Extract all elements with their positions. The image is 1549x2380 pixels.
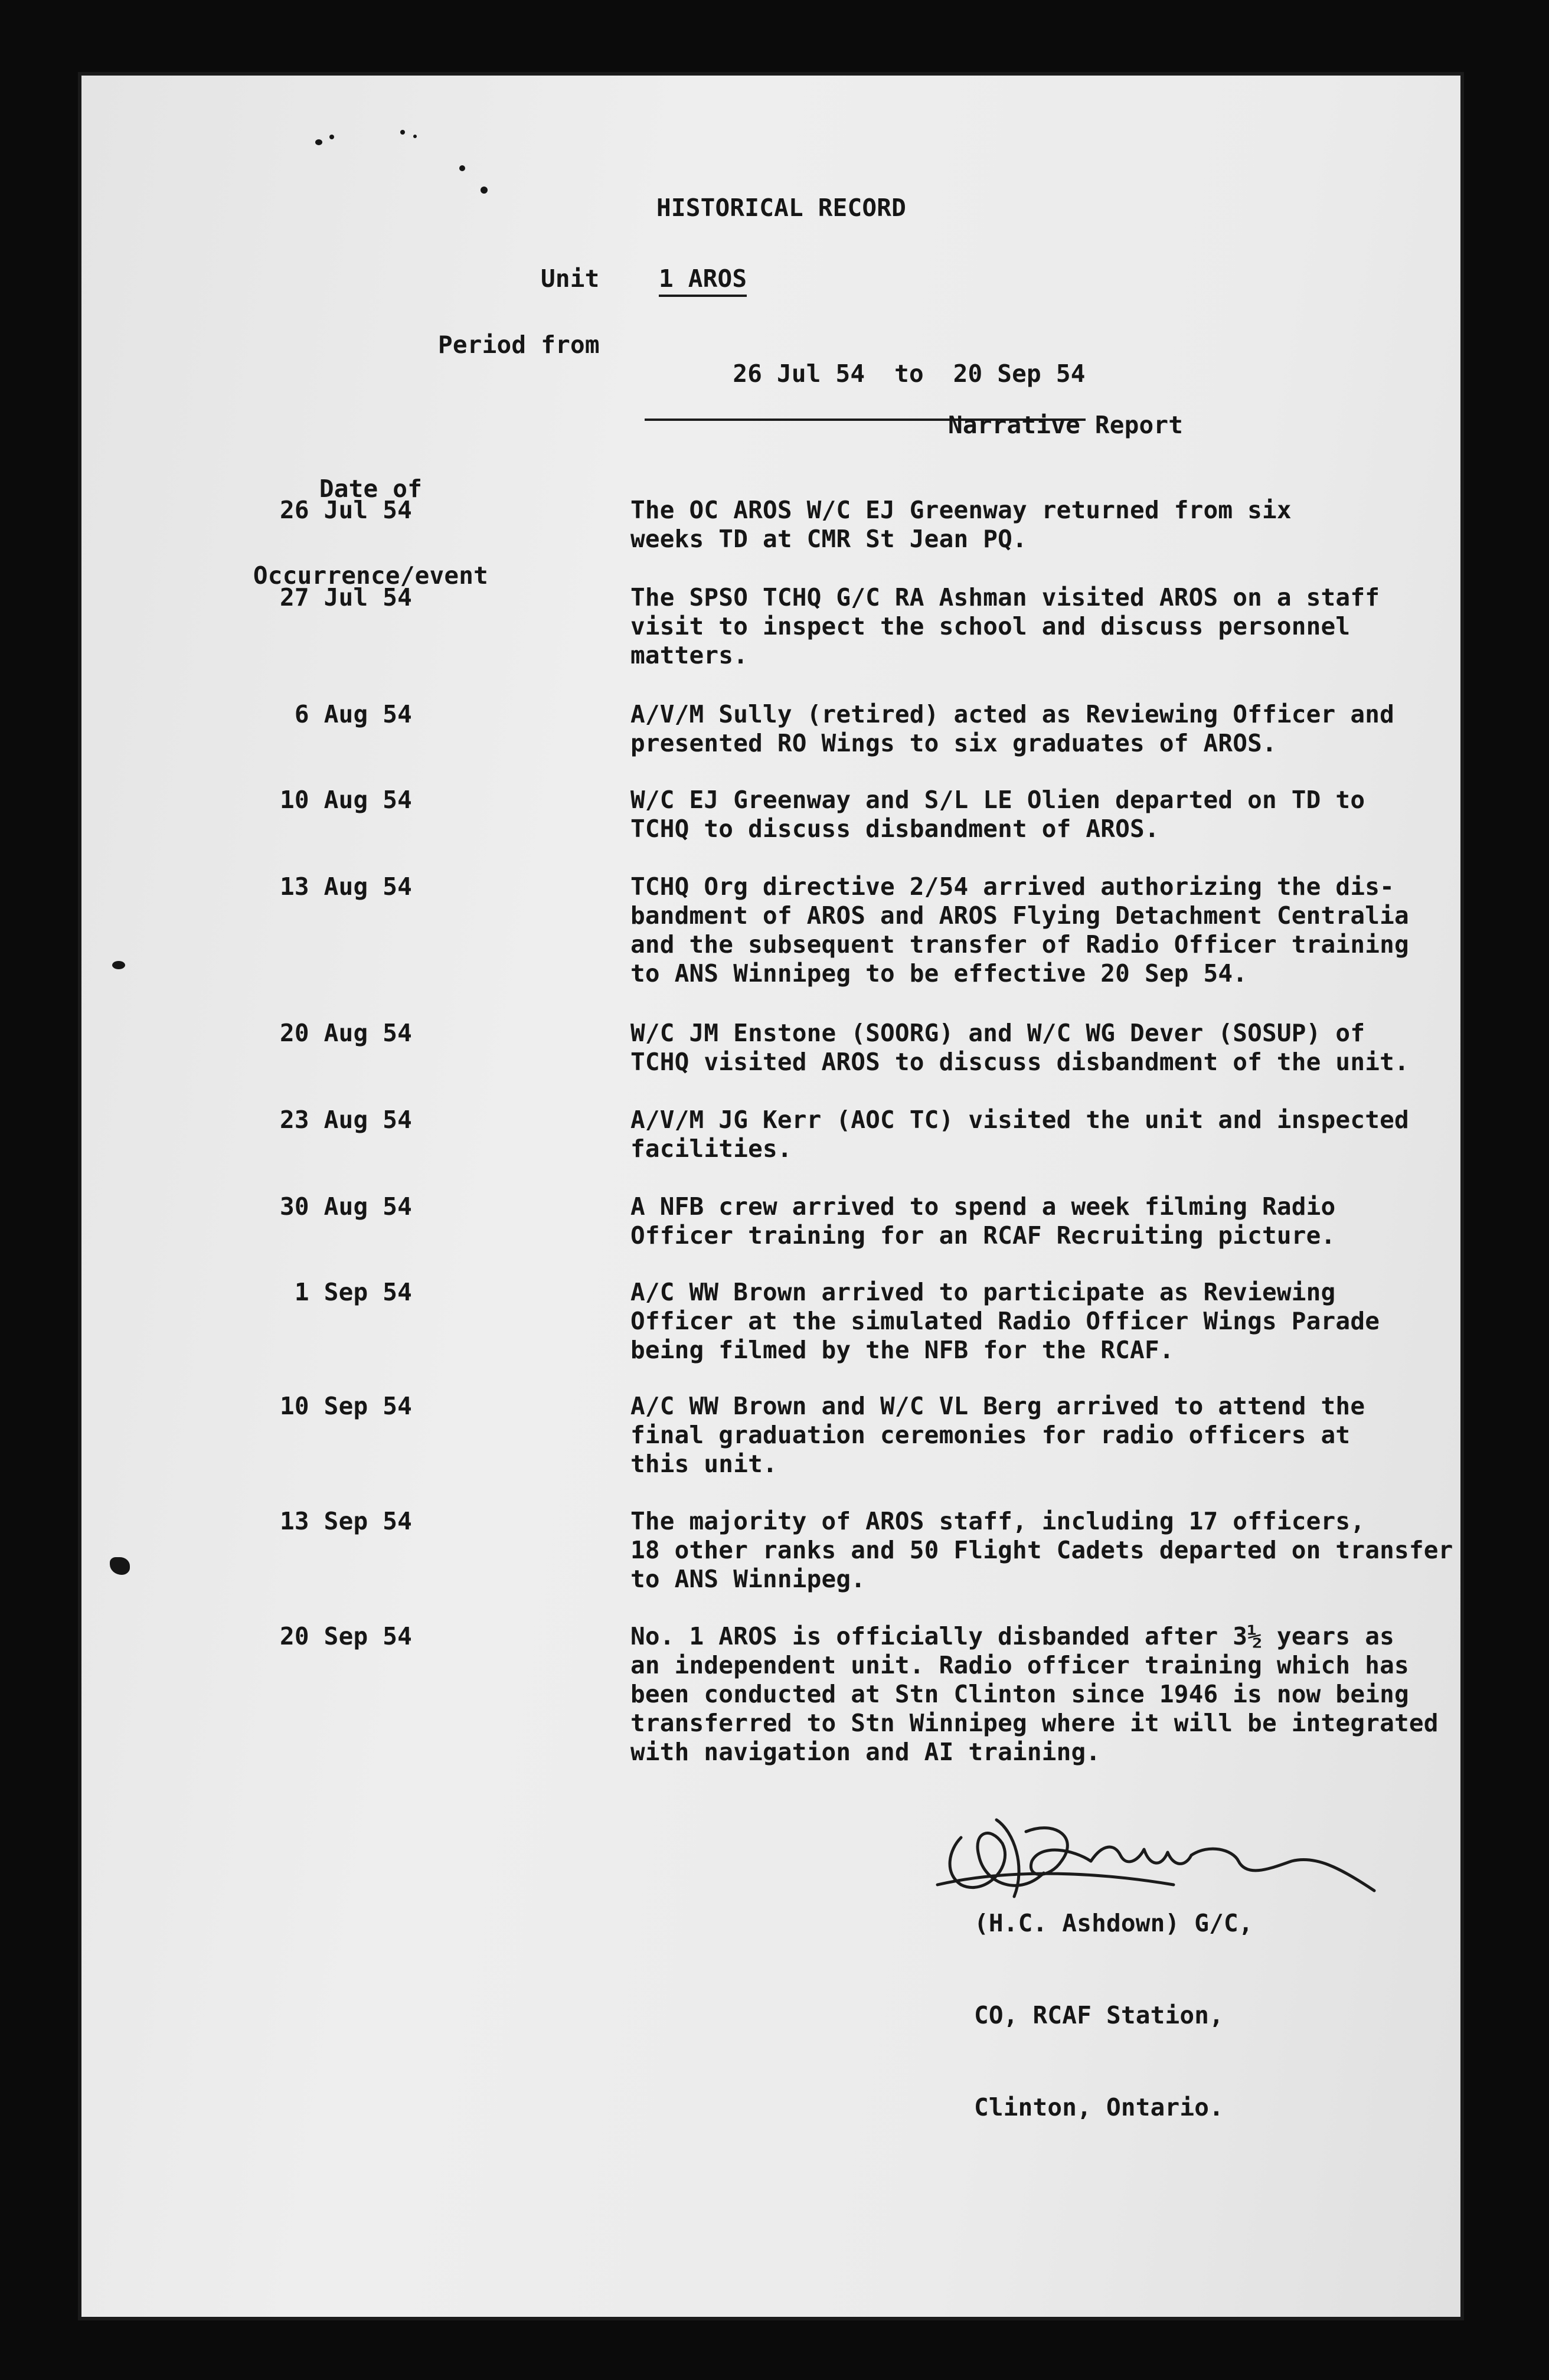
entry-date: 27 Jul 54: [280, 583, 412, 612]
ink-speck: [315, 139, 322, 145]
entry-text: The OC AROS W/C EJ Greenway returned from six weeks TD at CMR St Jean PQ.: [630, 496, 1292, 553]
entry-text: The majority of AROS staff, including 17 officers, 18 other ranks and 50 Flight Cadets departed on transfer to ANS Winnipeg.: [630, 1507, 1453, 1593]
signature-station: CO, RCAF Station,: [974, 2001, 1224, 2029]
entry-date: 13 Sep 54: [280, 1507, 412, 1535]
period-label: Period from: [438, 331, 600, 359]
entry-text: No. 1 AROS is officially disbanded after 3½ years as an independent unit. Radio officer training which has been conducted at Stn Clinton since 1946 is now being transferred to Stn Winnipeg where it will be integrated with navigation and AI training.: [630, 1622, 1439, 1766]
ink-speck: [112, 961, 125, 969]
entry-date: 10 Sep 54: [280, 1392, 412, 1420]
entry-date: 30 Aug 54: [280, 1192, 412, 1221]
period-from: 26 Jul 54: [733, 359, 865, 388]
narrative-column-heading: Narrative Report: [948, 411, 1184, 439]
date-heading-line1: Date of: [319, 475, 423, 503]
ink-speck: [459, 165, 465, 171]
unit-value: 1 AROS: [659, 264, 747, 297]
ink-speck: [110, 1557, 130, 1575]
entry-text: A/C WW Brown and W/C VL Berg arrived to attend the final graduation ceremonies for radio officers at this unit.: [630, 1392, 1365, 1478]
ink-speck: [400, 130, 405, 135]
entry-text: A/C WW Brown arrived to participate as Reviewing Officer at the simulated Radio Officer Wings Parade being filmed by the NFB for the RCAF.: [630, 1278, 1380, 1364]
ink-speck: [329, 135, 334, 139]
unit-label: Unit: [541, 264, 600, 293]
period-range: [645, 331, 1086, 421]
entry-date: 20 Sep 54: [280, 1622, 412, 1650]
ink-speck: [413, 135, 417, 138]
signature-location: Clinton, Ontario.: [974, 2093, 1224, 2121]
entry-text: A/V/M JG Kerr (AOC TC) visited the unit and inspected facilities.: [630, 1106, 1409, 1163]
signature-block: [974, 1846, 1253, 2184]
entry-date: 23 Aug 54: [280, 1106, 412, 1134]
entry-date: 20 Aug 54: [280, 1019, 412, 1047]
entry-date: 1 Sep 54: [294, 1278, 412, 1306]
period-to: 20 Sep 54: [953, 359, 1086, 388]
date-column-heading: [253, 417, 489, 648]
entry-text: TCHQ Org directive 2/54 arrived authorizing the dis- bandment of AROS and AROS Flying Detachment Centralia and the subsequent transfer of Radio Officer training to ANS Winnipeg to be effective 20 Sep 54.: [630, 872, 1409, 988]
document-title: HISTORICAL RECORD: [656, 194, 907, 222]
entry-text: The SPSO TCHQ G/C RA Ashman visited AROS on a staff visit to inspect the school and discuss personnel matters.: [630, 583, 1380, 669]
entry-text: A/V/M Sully (retired) acted as Reviewing Officer and presented RO Wings to six graduates of AROS.: [630, 700, 1394, 757]
entry-date: 13 Aug 54: [280, 872, 412, 901]
entry-date: 10 Aug 54: [280, 786, 412, 814]
signature-name: (H.C. Ashdown) G/C,: [974, 1909, 1253, 1937]
entry-text: W/C EJ Greenway and S/L LE Olien departed on TD to TCHQ to discuss disbandment of AROS.: [630, 786, 1365, 843]
ink-speck: [481, 187, 488, 194]
entry-date: 6 Aug 54: [294, 700, 412, 728]
entry-text: A NFB crew arrived to spend a week filming Radio Officer training for an RCAF Recruiting picture.: [630, 1192, 1336, 1250]
date-heading-line2: Occurrence/event: [253, 561, 489, 590]
period-to-label: to: [894, 359, 924, 388]
document-page: [81, 76, 1460, 2317]
entry-date: 26 Jul 54: [280, 496, 412, 524]
entry-text: W/C JM Enstone (SOORG) and W/C WG Dever (SOSUP) of TCHQ visited AROS to discuss disbandment of the unit.: [630, 1019, 1409, 1076]
